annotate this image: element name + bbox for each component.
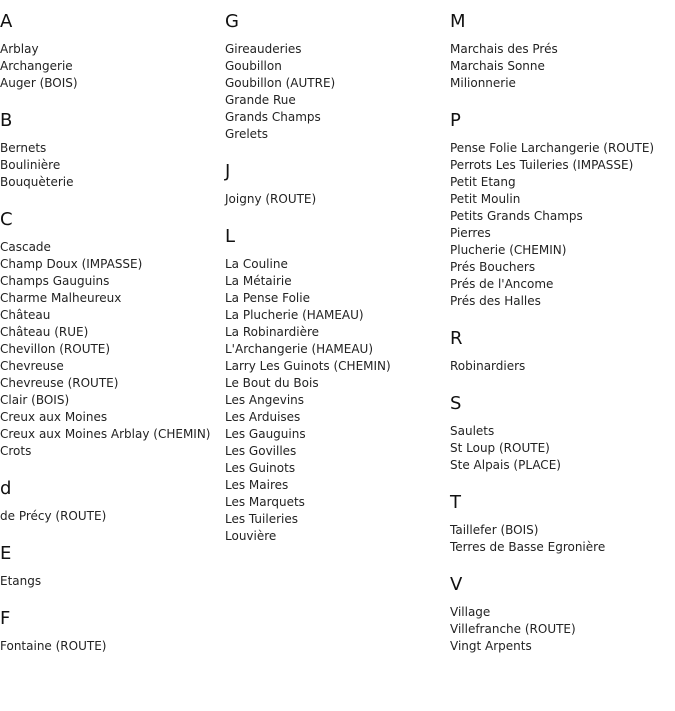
letter-group-j [225, 161, 445, 208]
street-name-item: Champs Gauguins [0, 274, 110, 288]
street-name-item: La Métairie [225, 274, 292, 288]
street-name-item: Ste Alpais (PLACE) [450, 458, 561, 472]
street-name-item: Petit Etang [450, 175, 516, 189]
street-name-item: Les Gauguins [225, 427, 306, 441]
letter-group-r [450, 328, 675, 375]
letter-heading: F [0, 608, 11, 629]
street-name-item: Saulets [450, 424, 495, 438]
letter-heading: M [450, 11, 466, 32]
street-name-item: Grande Rue [225, 93, 296, 107]
street-name-item: Les Guinots [225, 461, 296, 475]
letter-group-e [0, 543, 220, 590]
street-name-item: Le Bout du Bois [225, 376, 319, 390]
letter-group-t [450, 492, 675, 556]
street-name-item: Etangs [0, 574, 42, 588]
letter-heading: d [0, 478, 12, 499]
street-name-item: Gireauderies [225, 42, 302, 56]
letter-heading: G [225, 11, 239, 32]
letter-group-g [225, 11, 445, 143]
street-name-item: Plucherie (CHEMIN) [450, 243, 567, 257]
street-name-item: Charme Malheureux [0, 291, 122, 305]
letter-group-d [0, 478, 220, 525]
street-name-item: St Loup (ROUTE) [450, 441, 550, 455]
street-name-item: Prés de l'Ancome [450, 277, 554, 291]
street-name-item: Prés des Halles [450, 294, 541, 308]
street-name-item: Taillefer (BOIS) [450, 523, 539, 537]
street-name-item: Milionnerie [450, 76, 516, 90]
column-1 [0, 0, 220, 673]
street-name-item: Les Govilles [225, 444, 297, 458]
street-name-item: Les Marquets [225, 495, 305, 509]
street-name-item: Champ Doux (IMPASSE) [0, 257, 143, 271]
street-name-item: La Couline [225, 257, 288, 271]
letter-group-f [0, 608, 220, 655]
street-name-item: L'Archangerie (HAMEAU) [225, 342, 374, 356]
street-name-item: Les Arduises [225, 410, 301, 424]
street-name-item: Terres de Basse Egronière [450, 540, 606, 554]
letter-heading: S [450, 393, 462, 414]
column-3 [450, 0, 675, 673]
letter-heading: V [450, 574, 463, 595]
letter-heading: A [0, 11, 13, 32]
street-name-item: Les Tuileries [225, 512, 298, 526]
street-name-item: Creux aux Moines Arblay (CHEMIN) [0, 427, 211, 441]
street-name-item: Chevreuse (ROUTE) [0, 376, 119, 390]
street-name-item: Fontaine (ROUTE) [0, 639, 107, 653]
letter-heading: E [0, 543, 12, 564]
letter-group-b [0, 110, 220, 191]
street-name-item: Marchais des Prés [450, 42, 558, 56]
column-2 [225, 0, 445, 563]
street-name-item: Auger (BOIS) [0, 76, 78, 90]
street-name-item: Goubillon (AUTRE) [225, 76, 336, 90]
street-name-item: Arblay [0, 42, 39, 56]
street-name-item: Petits Grands Champs [450, 209, 583, 223]
street-name-item: Chevreuse [0, 359, 64, 373]
street-name-item: Village [450, 605, 491, 619]
letter-group-a [0, 11, 220, 92]
letter-group-p [450, 110, 675, 310]
street-name-item: Boulinière [0, 158, 61, 172]
street-name-item: Pense Folie Larchangerie (ROUTE) [450, 141, 655, 155]
street-name-item: Clair (BOIS) [0, 393, 70, 407]
street-name-item: Château (RUE) [0, 325, 89, 339]
street-name-item: Crots [0, 444, 32, 458]
street-name-item: Pierres [450, 226, 491, 240]
street-name-item: Bouquèterie [0, 175, 74, 189]
letter-heading: T [450, 492, 461, 513]
letter-heading: J [225, 161, 231, 182]
street-name-item: Villefranche (ROUTE) [450, 622, 576, 636]
letter-group-m [450, 11, 675, 92]
street-name-item: La Pense Folie [225, 291, 310, 305]
letter-group-l [225, 226, 445, 545]
street-name-item: Grelets [225, 127, 269, 141]
street-name-item: Louvière [225, 529, 277, 543]
street-name-item: La Plucherie (HAMEAU) [225, 308, 364, 322]
street-name-item: Les Maires [225, 478, 289, 492]
street-name-item: Château [0, 308, 51, 322]
street-name-item: Cascade [0, 240, 51, 254]
street-name-item: Bernets [0, 141, 47, 155]
street-name-item: Creux aux Moines [0, 410, 108, 424]
street-name-item: Petit Moulin [450, 192, 521, 206]
street-name-item: de Précy (ROUTE) [0, 509, 107, 523]
street-name-item: Prés Bouchers [450, 260, 536, 274]
street-name-item: Les Angevins [225, 393, 305, 407]
street-name-item: Chevillon (ROUTE) [0, 342, 111, 356]
letter-heading: C [0, 209, 13, 230]
street-name-item: Grands Champs [225, 110, 321, 124]
letter-group-c [0, 209, 220, 460]
street-name-item: La Robinardière [225, 325, 320, 339]
letter-heading: L [225, 226, 236, 247]
street-name-item: Vingt Arpents [450, 639, 532, 653]
letter-group-s [450, 393, 675, 474]
street-name-item: Archangerie [0, 59, 73, 73]
street-name-item: Marchais Sonne [450, 59, 545, 73]
street-name-item: Joigny (ROUTE) [225, 192, 317, 206]
street-name-item: Robinardiers [450, 359, 526, 373]
letter-heading: P [450, 110, 461, 131]
letter-group-v [450, 574, 675, 655]
letter-heading: B [0, 110, 13, 131]
street-name-item: Goubillon [225, 59, 282, 73]
street-name-item: Perrots Les Tuileries (IMPASSE) [450, 158, 634, 172]
letter-heading: R [450, 328, 463, 349]
street-name-item: Larry Les Guinots (CHEMIN) [225, 359, 391, 373]
